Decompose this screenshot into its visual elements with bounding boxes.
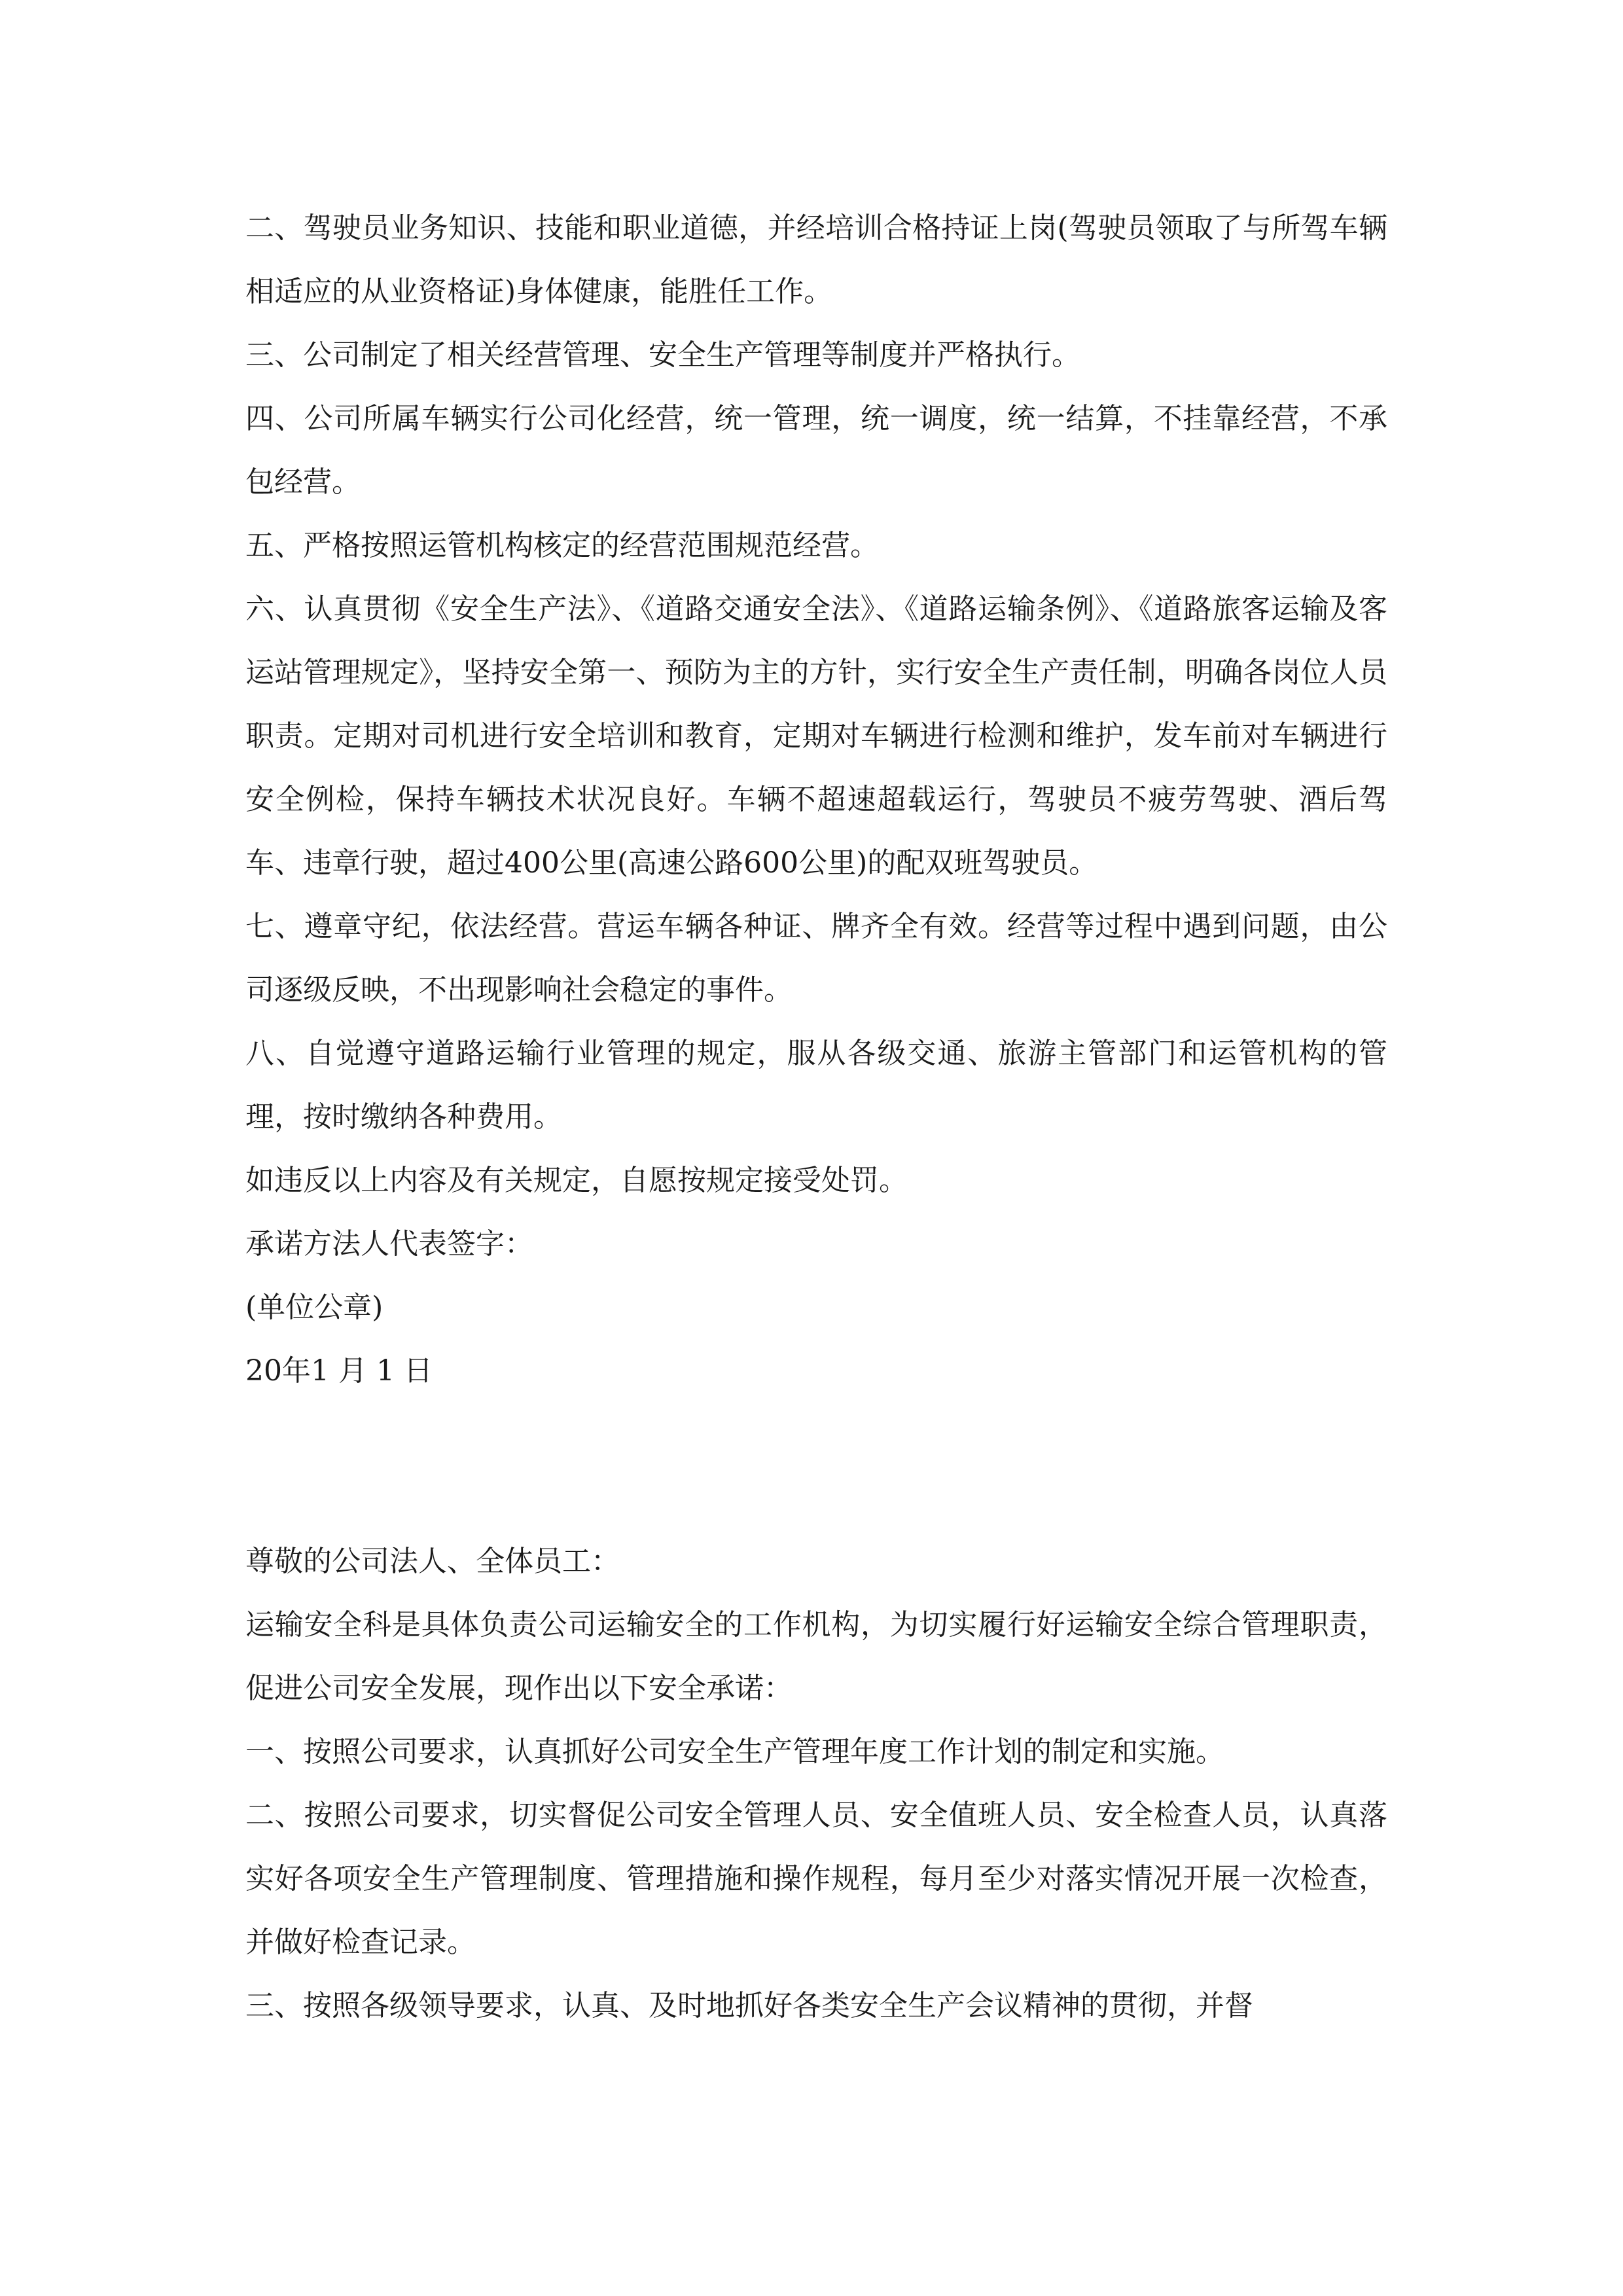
paragraph-department-intro: 运输安全科是具体负责公司运输安全的工作机构，为切实履行好运输安全综合管理职责，促进公司安全发展，现作出以下安全承诺： — [245, 1608, 1387, 1705]
paragraph-industry-regulation: 八、自觉遵守道路运输行业管理的规定，服从各级交通、旅游主管部门和运管机构的管理，按时缴纳各种费用。 — [245, 1037, 1387, 1134]
paragraph-safety-laws: 六、认真贯彻《安全生产法》、《道路交通安全法》、《道路运输条例》、《道路旅客运输及客运站管理规定》，坚持安全第一、预防为主的方针，实行安全生产责任制，明确各岗位人员职责。定期对司机进行安全培训和教育，定期对车辆进行检测和维护，发车前对车辆进行安全例检，保持车辆技术状况良好。车辆不超速超载运行，驾驶员不疲劳驾驶、酒后驾车、违章行驶，超过400公里(高速公路600公里)的配双班驾驶员。 — [245, 592, 1387, 880]
paragraph-business-scope: 五、严格按照运管机构核定的经营范围规范经营。 — [245, 529, 879, 562]
salutation: 尊敬的公司法人、全体员工： — [245, 1545, 620, 1578]
document-page — [245, 196, 1387, 2037]
paragraph-commitment-2: 二、按照公司要求，切实督促公司安全管理人员、安全值班人员、安全检查人员，认真落实好各项安全生产管理制度、管理措施和操作规程，每月至少对落实情况开展一次检查，并做好检查记录。 — [245, 1799, 1387, 1959]
paragraph-commitment-1: 一、按照公司要求，认真抓好公司安全生产管理年度工作计划的制定和实施。 — [245, 1735, 1224, 1768]
company-seal-line: (单位公章) — [245, 1291, 383, 1324]
paragraph-driver-qualification: 二、驾驶员业务知识、技能和职业道德，并经培训合格持证上岗(驾驶员领取了与所驾车辆相适应的从业资格证)身体健康，能胜任工作。 — [245, 211, 1387, 308]
section-gap — [245, 1403, 1387, 1530]
paragraph-commitment-3: 三、按照各级领导要求，认真、及时地抓好各类安全生产会议精神的贯彻，并督 — [245, 1989, 1253, 2022]
paragraph-company-operation: 四、公司所属车辆实行公司化经营，统一管理，统一调度，统一结算，不挂靠经营，不承包经营。 — [245, 402, 1387, 499]
paragraph-penalty-statement: 如违反以上内容及有关规定，自愿按规定接受处罚。 — [245, 1164, 908, 1197]
paragraph-management-system: 三、公司制定了相关经营管理、安全生产管理等制度并严格执行。 — [245, 338, 1080, 372]
date-line: 20年1 月 1 日 — [245, 1354, 433, 1388]
signature-line: 承诺方法人代表签字： — [245, 1227, 533, 1261]
paragraph-lawful-operation: 七、遵章守纪，依法经营。营运车辆各种证、牌齐全有效。经营等过程中遇到问题，由公司逐级反映，不出现影响社会稳定的事件。 — [245, 910, 1387, 1007]
